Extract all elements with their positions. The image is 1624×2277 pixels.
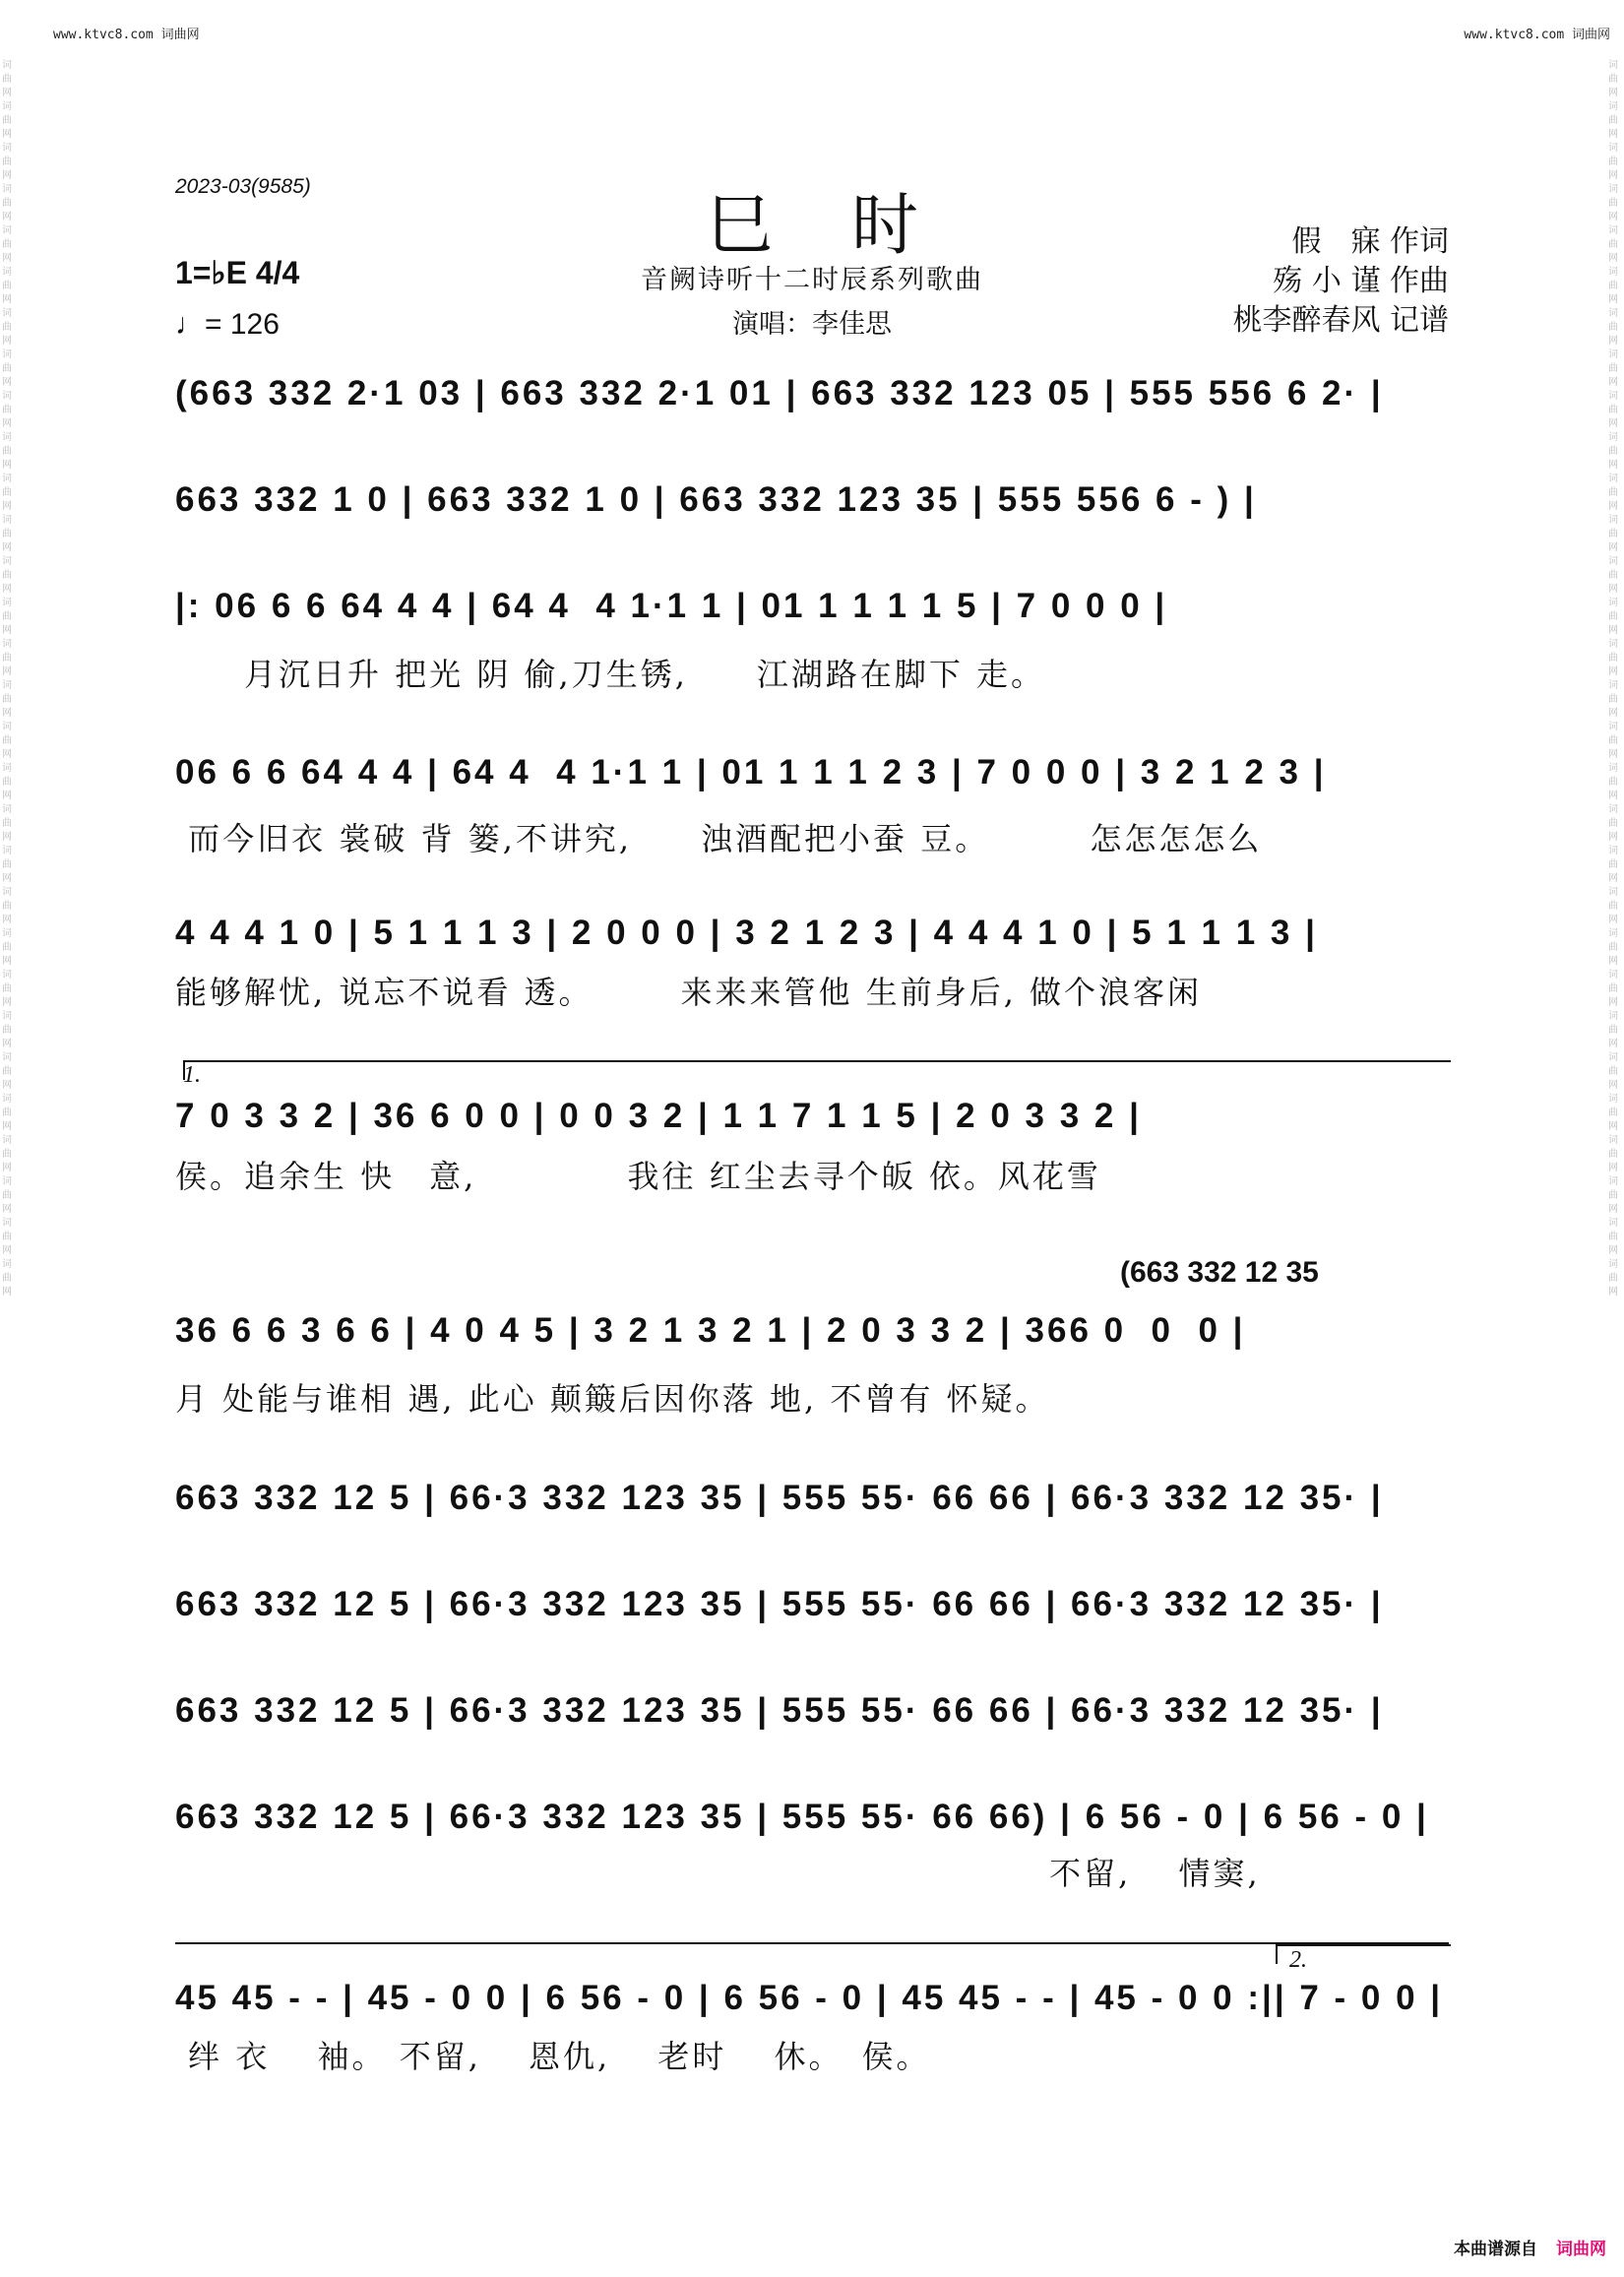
song-title: 巳时 [705,187,997,265]
singer: 演唱：李佳思 [732,309,892,340]
lyric-row-7: 月 处能与谁相 遇, 此心 颠簸后因你落 地, 不曾有 怀疑。 [175,1380,1050,1418]
notation-row-2: 663 332 1 0 | 663 332 1 0 | 663 332 123 35 | 555 556 6 - ) | [175,480,1257,519]
lyricist-credit: 假 寐 作词 [1291,224,1449,259]
ending-line [175,1942,1449,1944]
source-note: 本曲谱源自 [1454,2240,1537,2259]
key-signature: 1=♭E 4/4 [175,255,300,290]
second-ending-label: 2. [1289,1947,1307,1973]
notation-row-8: 663 332 12 5 | 66·3 332 123 35 | 555 55· 66 66 | 66·3 332 12 35· | [175,1479,1384,1517]
notation-row-11: 663 332 12 5 | 66·3 332 123 35 | 555 55· 66 66) | 6 56 - 0 | 6 56 - 0 | [175,1798,1429,1836]
side-watermark-left: 词曲网 词曲网 词曲网 词曲网 词曲网 词曲网 词曲网 词曲网 词曲网 词曲网 词曲网 词曲网 词曲网 词曲网 词曲网 词曲网 词曲网 词曲网 词曲网 词曲网 词曲网 词曲网 词曲网 词曲网 词曲网 词曲网 词曲网 词曲网 词曲网 词曲网 [2,60,16,1297]
intro-cue: (663 332 12 35 [1120,1256,1319,1289]
notation-row-4: 06 6 6 64 4 4 | 64 4 4 1·1 1 | 01 1 1 1 2 3 | 7 0 0 0 | 3 2 1 2 3 | [175,753,1327,791]
lyric-row-5: 能够解忧, 说忘不说看 透。 来来来管他 生前身后, 做个浪客闲 [175,974,1203,1011]
score-code: 2023-03(9585) [175,175,311,198]
notation-row-7: 36 6 6 3 6 6 | 4 0 4 5 | 3 2 1 3 2 1 | 2 0 3 3 2 | 366 0 0 0 | [175,1311,1246,1350]
first-ending-bracket [183,1060,1451,1080]
tempo-mark: ♩= 126 [175,308,280,341]
notation-row-10: 663 332 12 5 | 66·3 332 123 35 | 555 55· 66 66 | 66·3 332 12 35· | [175,1691,1384,1730]
lyric-row-6: 侯。追余生 快 意, 我往 红尘去寻个皈 依。风花雪 [175,1158,1101,1195]
lyric-row-12: 绊 衣 袖。 不留, 恩仇, 老时 休。 侯。 [175,2038,931,2075]
watermark-right: www.ktvc8.com 词曲网 [1464,28,1610,42]
notation-row-5: 4 4 4 1 0 | 5 1 1 1 3 | 2 0 0 0 | 3 2 1 2 3 | 4 4 4 1 0 | 5 1 1 1 3 | [175,914,1318,952]
first-ending-label: 1. [183,1062,201,1088]
lyric-row-4: 而今旧衣 裳破 背 篓,不讲究, 浊酒配把小蚕 豆。 怎怎怎怎么 [175,820,1263,857]
lyric-row-3: 月沉日升 把光 阴 偷,刀生锈, 江湖路在脚下 走。 [175,656,1046,693]
notation-row-6: 7 0 3 3 2 | 36 6 0 0 | 0 0 3 2 | 1 1 7 1 1 5 | 2 0 3 3 2 | [175,1097,1142,1135]
notation-row-9: 663 332 12 5 | 66·3 332 123 35 | 555 55· 66 66 | 66·3 332 12 35· | [175,1585,1384,1623]
notation-row-1: (663 332 2·1 03 | 663 332 2·1 01 | 663 332 123 05 | 555 556 6 2· | [175,374,1384,412]
composer-credit: 殇 小 谨 作曲 [1273,264,1449,298]
lyric-row-11: 不留, 情窦, [175,1855,1261,1892]
brand-link[interactable]: 词曲网 [1556,2240,1606,2259]
side-watermark-right: 词曲网 词曲网 词曲网 词曲网 词曲网 词曲网 词曲网 词曲网 词曲网 词曲网 词曲网 词曲网 词曲网 词曲网 词曲网 词曲网 词曲网 词曲网 词曲网 词曲网 词曲网 词曲网 词曲网 词曲网 词曲网 词曲网 词曲网 词曲网 词曲网 词曲网 [1608,60,1622,1297]
transcriber-credit: 桃李醉春风 记谱 [1232,303,1449,338]
watermark-left: www.ktvc8.com 词曲网 [53,28,200,42]
song-subtitle: 音阙诗听十二时辰系列歌曲 [641,265,983,295]
notation-row-12: 45 45 - - | 45 - 0 0 | 6 56 - 0 | 6 56 - 0 | 45 45 - - | 45 - 0 0 :|| 7 - 0 0 | [175,1979,1444,2017]
notation-row-3: |: 06 6 6 64 4 4 | 64 4 4 1·1 1 | 01 1 1 1 1 5 | 7 0 0 0 | [175,587,1168,625]
